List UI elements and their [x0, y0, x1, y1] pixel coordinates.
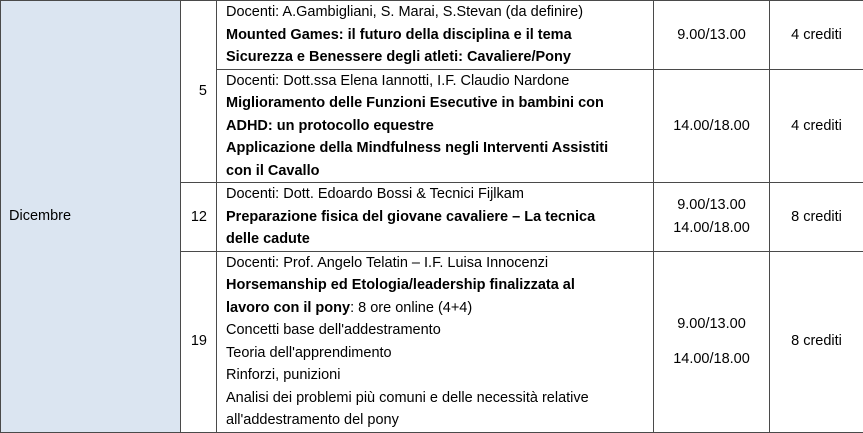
- day-label: 19: [191, 333, 207, 349]
- course-title-line: con il Cavallo: [226, 160, 649, 183]
- day-label: 12: [191, 209, 207, 225]
- course-title-line: Miglioramento delle Funzioni Esecutive in bambini con: [226, 92, 649, 115]
- course-title-line: Horsemanship ed Etologia/leadership finalizzata al: [226, 274, 649, 297]
- month-label: Dicembre: [9, 208, 71, 224]
- course-title-line: delle cadute: [226, 228, 649, 251]
- time-text: 14.00/18.00: [660, 217, 763, 240]
- docenti-text: Docenti: Dott. Edoardo Bossi & Tecnici Fijlkam: [226, 183, 649, 206]
- month-cell: [1, 1, 181, 433]
- day-cell: [181, 1, 217, 183]
- spacer: [660, 336, 763, 348]
- day-label: 5: [199, 83, 207, 99]
- course-title-suffix: : 8 ore online (4+4): [350, 300, 472, 316]
- topic-item: all'addestramento del pony: [226, 409, 649, 432]
- table-row: [1, 1, 863, 70]
- topic-item: Rinforzi, punizioni: [226, 364, 649, 387]
- credits-text: 4 crediti: [791, 27, 842, 43]
- time-text: 9.00/13.00: [677, 27, 746, 43]
- topic-item: Teoria dell'apprendimento: [226, 342, 649, 365]
- day-cell: [181, 251, 217, 432]
- course-title-line-mixed: [226, 297, 649, 320]
- time-cell: [654, 183, 770, 252]
- course-title-line: Applicazione della Mindfulness negli Interventi Assistiti: [226, 137, 649, 160]
- course-title-line: Preparazione fisica del giovane cavaliere – La tecnica: [226, 206, 649, 229]
- credits-cell: [770, 183, 863, 252]
- docenti-text: Docenti: Dott.ssa Elena Iannotti, I.F. Claudio Nardone: [226, 70, 649, 93]
- topic-item: Concetti base dell'addestramento: [226, 319, 649, 342]
- course-description: [217, 1, 654, 70]
- docenti-text: Docenti: A.Gambigliani, S. Marai, S.Stevan (da definire): [226, 1, 649, 24]
- topic-item: Analisi dei problemi più comuni e delle necessità relative: [226, 387, 649, 410]
- day-cell: [181, 183, 217, 252]
- time-text: 14.00/18.00: [660, 348, 763, 371]
- time-text: 14.00/18.00: [673, 118, 750, 134]
- docenti-text: Docenti: Prof. Angelo Telatin – I.F. Luisa Innocenzi: [226, 252, 649, 275]
- course-title-bold: lavoro con il pony: [226, 300, 350, 316]
- course-title-line: Mounted Games: il futuro della disciplina e il tema: [226, 24, 649, 47]
- time-cell: [654, 251, 770, 432]
- credits-cell: [770, 1, 863, 70]
- time-cell: [654, 1, 770, 70]
- course-description: [217, 251, 654, 432]
- time-text: 9.00/13.00: [660, 194, 763, 217]
- credits-cell: [770, 251, 863, 432]
- course-description: [217, 69, 654, 183]
- credits-text: 8 crediti: [791, 209, 842, 225]
- course-title-line: Sicurezza e Benessere degli atleti: Cavaliere/Pony: [226, 46, 649, 69]
- credits-text: 8 crediti: [791, 333, 842, 349]
- time-cell: [654, 69, 770, 183]
- course-description: [217, 183, 654, 252]
- time-text: 9.00/13.00: [660, 313, 763, 336]
- course-title-line: ADHD: un protocollo equestre: [226, 115, 649, 138]
- credits-text: 4 crediti: [791, 118, 842, 134]
- credits-cell: [770, 69, 863, 183]
